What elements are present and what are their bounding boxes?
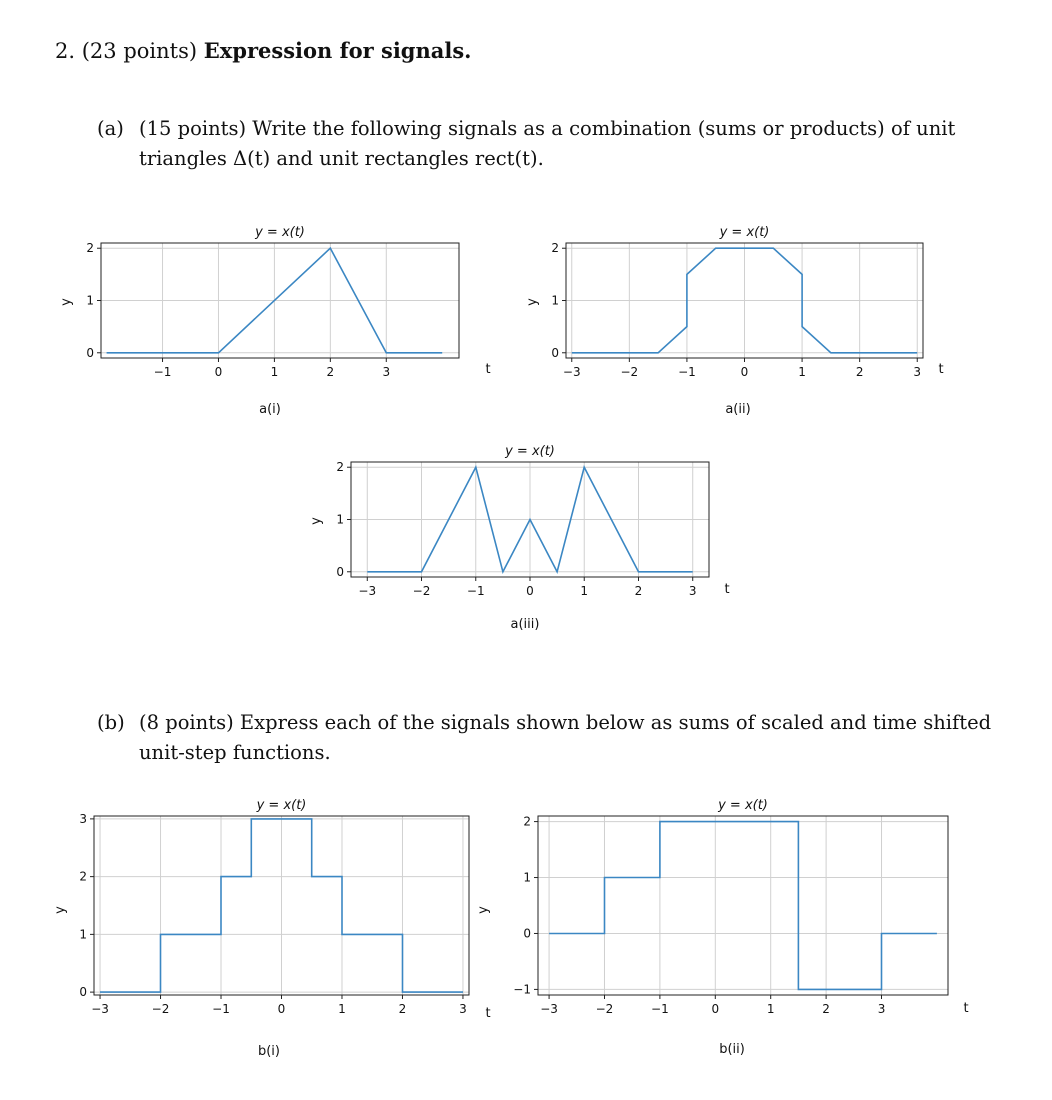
- x-tick-label: 3: [459, 1002, 467, 1016]
- question-points: (23 points): [81, 39, 198, 63]
- x-tick-label: 2: [822, 1002, 830, 1016]
- y-tick-label: 0: [523, 926, 531, 941]
- x-tick-label: −3: [540, 1002, 558, 1016]
- x-tick-label: 2: [855, 365, 864, 379]
- y-axis-label: y: [476, 906, 491, 914]
- plot-title: y = x(t): [256, 798, 307, 813]
- x-tick-label: 0: [526, 584, 534, 598]
- y-tick-label: 2: [79, 869, 87, 884]
- question-number: 2.: [55, 39, 76, 63]
- x-tick-label: 0: [740, 365, 749, 379]
- x-tick-label: 2: [398, 1002, 407, 1016]
- x-axis-label: t: [938, 362, 944, 377]
- x-tick-label: −1: [678, 365, 696, 379]
- x-tick-label: 1: [270, 365, 279, 379]
- y-tick-label: 3: [79, 811, 87, 826]
- part-b-label: (b): [97, 711, 125, 734]
- part-a-label: (a): [97, 117, 124, 140]
- y-axis-label: y: [53, 906, 68, 914]
- x-tick-label: 1: [798, 365, 806, 379]
- x-tick-label: −2: [620, 365, 639, 379]
- y-tick-label: 2: [336, 460, 344, 475]
- y-tick-label: 1: [551, 293, 559, 308]
- x-tick-label: −3: [562, 365, 581, 379]
- x-tick-label: −2: [595, 1002, 614, 1016]
- x-tick-label: −2: [151, 1002, 170, 1016]
- plot-caption: a(ii): [725, 402, 751, 417]
- x-axis-label: t: [485, 1006, 491, 1021]
- x-tick-label: 0: [214, 365, 223, 379]
- x-tick-label: 3: [688, 584, 697, 598]
- x-tick-label: −1: [466, 584, 485, 598]
- plot-title: y = x(t): [505, 444, 555, 459]
- x-tick-label: −2: [412, 584, 431, 598]
- signal-line: [549, 822, 937, 990]
- x-axis-label: t: [963, 1001, 969, 1016]
- y-axis-label: y: [525, 298, 540, 306]
- plot-caption: a(i): [259, 402, 281, 417]
- plot-title: y = x(t): [719, 225, 770, 240]
- plot-caption: a(iii): [510, 617, 540, 632]
- x-tick-label: −1: [651, 1002, 669, 1016]
- plot-title: y = x(t): [255, 225, 305, 240]
- y-tick-label: 1: [336, 512, 344, 527]
- x-tick-label: −3: [91, 1002, 109, 1016]
- y-tick-label: 1: [523, 870, 531, 885]
- x-tick-label: 3: [382, 365, 391, 379]
- y-tick-label: 0: [551, 345, 559, 360]
- y-tick-label: 2: [523, 814, 531, 829]
- part-a-text: (15 points) Write the following signals as a combination (sums or products) of unit triangles Δ(t) and unit rectangles rect(t).: [139, 117, 956, 170]
- y-tick-label: 1: [86, 293, 94, 308]
- y-tick-label: 0: [79, 985, 87, 1000]
- x-axis-label: t: [485, 362, 491, 377]
- y-tick-label: 2: [86, 241, 94, 256]
- plot-title: y = x(t): [718, 798, 768, 813]
- x-tick-label: −1: [212, 1002, 230, 1016]
- plot-frame: [538, 816, 948, 995]
- x-tick-label: −1: [153, 365, 172, 379]
- y-tick-label: 1: [79, 927, 87, 942]
- x-tick-label: 2: [634, 584, 643, 598]
- y-axis-label: y: [59, 298, 74, 306]
- y-tick-label: 2: [551, 241, 559, 256]
- x-tick-label: 1: [338, 1002, 346, 1016]
- x-tick-label: 3: [877, 1002, 886, 1016]
- x-tick-label: 2: [326, 365, 335, 379]
- x-tick-label: 0: [711, 1002, 720, 1016]
- x-tick-label: −3: [358, 584, 377, 598]
- question-title: Expression for signals.: [203, 38, 472, 63]
- x-axis-label: t: [724, 582, 730, 597]
- plot-caption: b(i): [257, 1044, 281, 1059]
- plot-caption: b(ii): [719, 1042, 745, 1057]
- x-tick-label: 1: [766, 1002, 775, 1016]
- part-b-text: (8 points) Express each of the signals shown below as sums of scaled and time shifted unit-step functions.: [139, 711, 992, 764]
- y-tick-label: 0: [336, 564, 344, 579]
- x-tick-label: 0: [277, 1002, 286, 1016]
- x-tick-label: 1: [580, 584, 589, 598]
- y-tick-label: 0: [86, 345, 94, 360]
- x-tick-label: 3: [913, 365, 922, 379]
- y-tick-label: −1: [513, 982, 531, 997]
- y-axis-label: y: [309, 517, 324, 525]
